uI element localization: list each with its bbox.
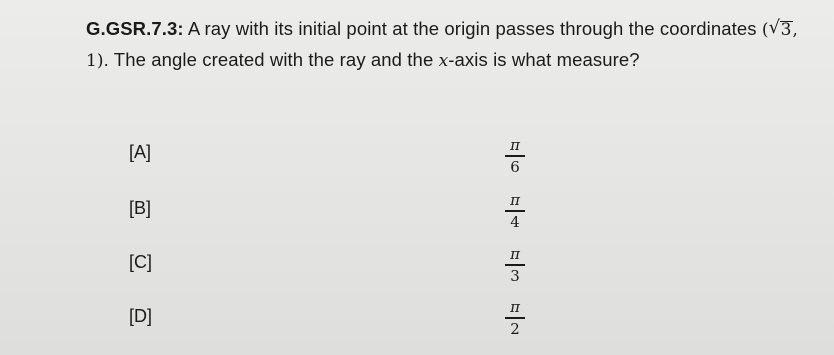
option-d-numerator: π <box>510 298 520 316</box>
coordinate-rest: , 1) <box>86 20 799 71</box>
option-a-fraction[interactable] <box>505 137 525 175</box>
fraction-bar <box>505 317 525 319</box>
option-b-numerator: π <box>510 191 520 209</box>
x-variable: x <box>438 51 449 71</box>
option-c-numerator: π <box>510 245 520 263</box>
option-d-denominator: 2 <box>510 319 520 338</box>
question-part-3: -axis is what measure? <box>448 49 640 70</box>
option-d-label[interactable]: [D] <box>129 306 153 326</box>
fraction-bar <box>505 155 525 157</box>
fraction-bar <box>505 264 525 266</box>
standard-code: G.GSR.7.3: <box>86 18 184 39</box>
option-c-label[interactable]: [C] <box>129 252 153 272</box>
option-b-label[interactable]: [B] <box>129 198 152 218</box>
question-part-1: A ray with its initial point at the origin passes through the coordinates <box>183 18 762 39</box>
option-a-numerator: π <box>510 136 520 154</box>
square-root <box>769 16 793 45</box>
option-b-denominator: 4 <box>510 212 520 231</box>
option-d-fraction[interactable] <box>505 299 525 337</box>
option-a-label[interactable]: [A] <box>129 142 152 162</box>
open-paren: ( <box>761 20 769 40</box>
option-b-fraction[interactable] <box>505 192 525 230</box>
radical-sign-icon: √ <box>768 17 781 38</box>
option-a-denominator: 6 <box>510 157 520 176</box>
radicand: 3 <box>780 20 792 40</box>
option-c-denominator: 3 <box>510 266 520 285</box>
fraction-bar <box>505 210 525 212</box>
question-text <box>86 14 816 76</box>
question-part-2: . The angle created with the ray and the <box>103 49 439 70</box>
option-c-fraction[interactable] <box>505 246 525 284</box>
